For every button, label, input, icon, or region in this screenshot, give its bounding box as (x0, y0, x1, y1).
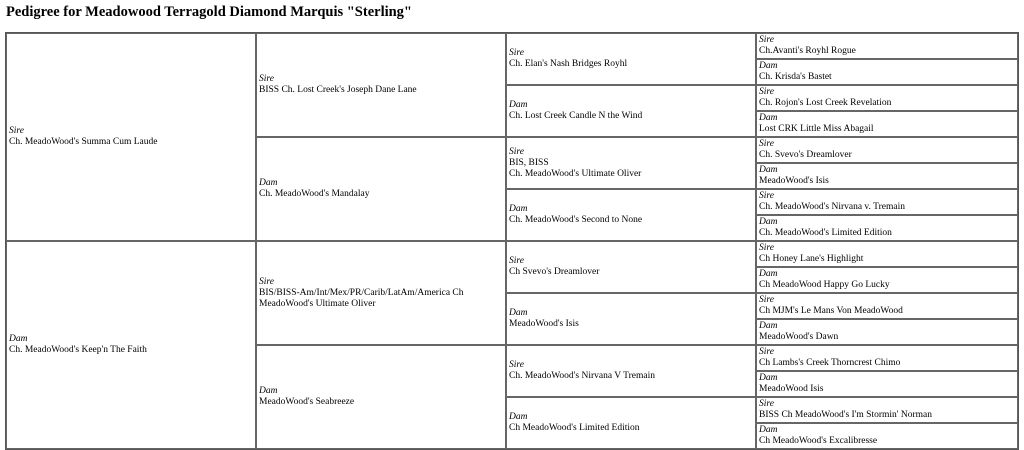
dog-name: Ch MeadoWood's Excalibresse (759, 436, 878, 446)
role-label: Dam (509, 100, 528, 110)
gen4-cell (756, 241, 1018, 267)
gen4-cell (756, 59, 1018, 85)
role-label: Sire (9, 126, 24, 136)
gen4-cell (756, 137, 1018, 163)
gen4-cell (756, 397, 1018, 423)
dog-name: Ch. MeadoWood's Keep'n The Faith (9, 345, 147, 355)
role-label: Sire (509, 256, 524, 266)
role-label: Dam (759, 425, 778, 435)
role-label: Dam (259, 178, 278, 188)
role-label: Dam (509, 308, 528, 318)
gen4-cell (756, 111, 1018, 137)
dog-name: BISS Ch MeadoWood's I'm Stormin' Norman (759, 410, 932, 420)
dog-name: Lost CRK Little Miss Abagail (759, 124, 874, 134)
dog-name: Ch Lambs's Creek Thorncrest Chimo (759, 358, 901, 368)
role-label: Sire (259, 276, 274, 287)
gen3-cell (506, 137, 756, 189)
gen3-cell (506, 397, 756, 449)
dog-name: Ch. Elan's Nash Bridges Royhl (509, 59, 628, 69)
dog-name: Ch Honey Lane's Highlight (759, 254, 864, 264)
role-label: Dam (9, 334, 28, 344)
dog-name: MeadoWood's Isis (509, 319, 579, 329)
gen4-cell (756, 33, 1018, 59)
gen4-cell (756, 267, 1018, 293)
dog-name: Ch. MeadoWood's Summa Cum Laude (9, 137, 158, 147)
role-label: Sire (509, 48, 524, 58)
gen4-cell (756, 85, 1018, 111)
role-label: Dam (759, 165, 778, 175)
role-label: Dam (509, 412, 528, 422)
dog-name: Ch. MeadoWood's Nirvana v. Tremain (759, 202, 905, 212)
role-label: Sire (759, 347, 774, 357)
role-label: Sire (509, 146, 524, 157)
role-label: Dam (509, 204, 528, 214)
dog-name: Ch MeadoWood's Limited Edition (509, 423, 640, 433)
role-label: Sire (759, 399, 774, 409)
role-label: Dam (759, 269, 778, 279)
dog-name: Ch MJM's Le Mans Von MeadoWood (759, 306, 903, 316)
dog-name: MeadoWood Isis (759, 384, 824, 394)
dog-name: Ch. Lost Creek Candle N the Wind (509, 111, 643, 121)
gen3-cell (506, 189, 756, 241)
gen4-cell (756, 163, 1018, 189)
role-label: Sire (759, 295, 774, 305)
dog-name: BIS, BISS Ch. MeadoWood's Ultimate Oliver (509, 157, 642, 179)
dog-name: Ch MeadoWood Happy Go Lucky (759, 280, 890, 290)
role-label: Sire (759, 243, 774, 253)
gen2-cell (256, 33, 506, 137)
gen3-cell (506, 293, 756, 345)
gen3-cell (506, 33, 756, 85)
pedigree-table (5, 32, 1019, 450)
gen1-cell (6, 33, 256, 241)
dog-name: MeadoWood's Isis (759, 176, 829, 186)
gen3-cell (506, 345, 756, 397)
gen2-cell (256, 137, 506, 241)
dog-name: Ch. Krisda's Bastet (759, 72, 832, 82)
dog-name: BISS Ch. Lost Creek's Joseph Dane Lane (259, 85, 417, 95)
role-label: Sire (509, 360, 524, 370)
gen2-cell (256, 241, 506, 345)
role-label: Sire (259, 74, 274, 84)
role-label: Dam (759, 321, 778, 331)
dog-name: Ch. Rojon's Lost Creek Revelation (759, 98, 892, 108)
gen4-cell (756, 215, 1018, 241)
gen4-cell (756, 189, 1018, 215)
role-label: Dam (759, 373, 778, 383)
gen3-cell (506, 241, 756, 293)
role-label: Sire (759, 139, 774, 149)
role-label: Dam (759, 113, 778, 123)
gen2-cell (256, 345, 506, 449)
page-title: Pedigree for Meadowood Terragold Diamond Marquis "Sterling" (6, 4, 412, 20)
gen4-cell (756, 371, 1018, 397)
dog-name: Ch Svevo's Dreamlover (509, 267, 600, 277)
role-label: Dam (759, 61, 778, 71)
gen4-cell (756, 423, 1018, 449)
gen4-cell (756, 345, 1018, 371)
dog-name: Ch.Avanti's Royhl Rogue (759, 46, 856, 56)
dog-name: MeadoWood's Dawn (759, 332, 839, 342)
dog-name: MeadoWood's Seabreeze (259, 397, 355, 407)
role-label: Dam (759, 217, 778, 227)
dog-name: BIS/BISS-Am/Int/Mex/PR/Carib/LatAm/America Ch MeadoWood's Ultimate Oliver (259, 287, 464, 309)
dog-name: Ch. MeadoWood's Second to None (509, 215, 643, 225)
dog-name: Ch. MeadoWood's Limited Edition (759, 228, 892, 238)
role-label: Sire (759, 191, 774, 201)
dog-name: Ch. Svevo's Dreamlover (759, 150, 852, 160)
role-label: Dam (259, 386, 278, 396)
role-label: Sire (759, 35, 774, 45)
gen4-cell (756, 319, 1018, 345)
gen4-cell (756, 293, 1018, 319)
gen1-cell (6, 241, 256, 449)
gen3-cell (506, 85, 756, 137)
dog-name: Ch. MeadoWood's Mandalay (259, 189, 370, 199)
dog-name: Ch. MeadoWood's Nirvana V Tremain (509, 371, 655, 381)
role-label: Sire (759, 87, 774, 97)
